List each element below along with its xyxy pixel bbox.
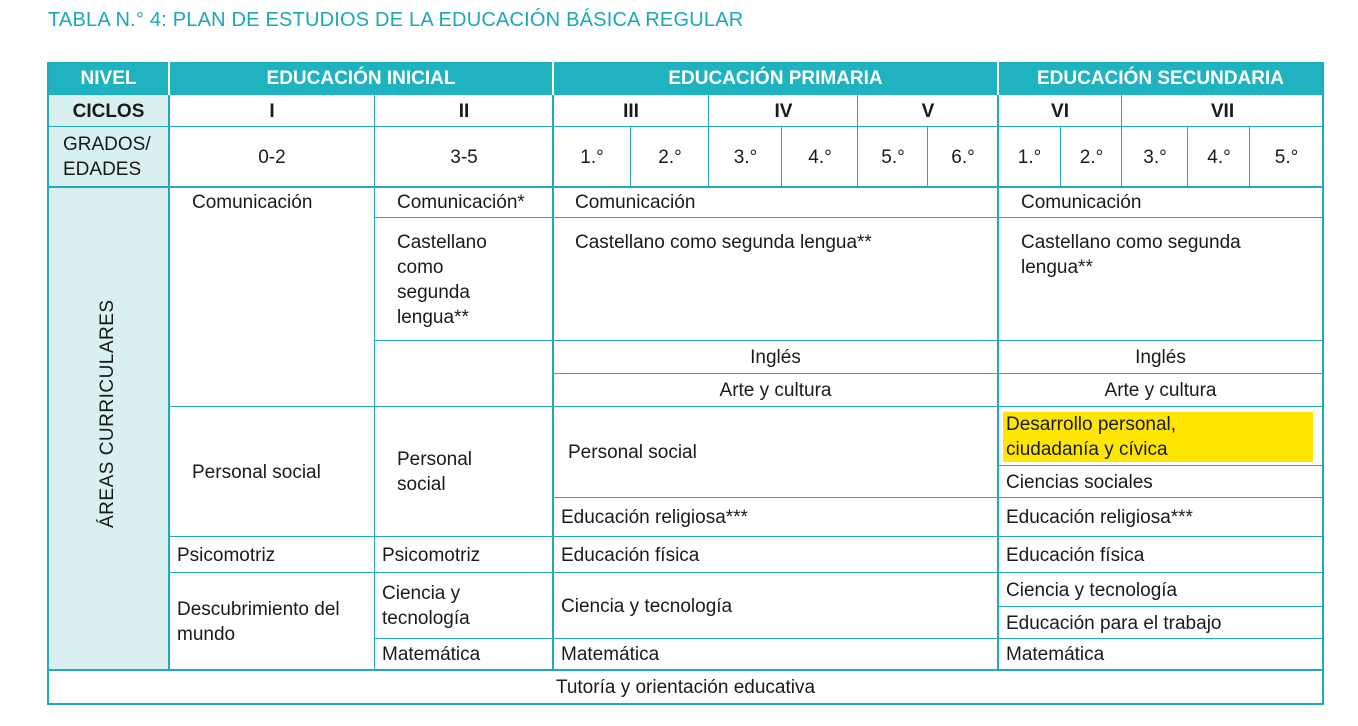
v-grado-p5 <box>927 127 928 187</box>
h-ciencia-bottom <box>375 638 1323 639</box>
grado-prim-5: 5.° <box>881 146 905 168</box>
ciclo-ii: II <box>458 100 470 122</box>
fisica-primaria: Educación física <box>561 544 700 566</box>
ingles-secundaria: Inglés <box>1135 347 1186 368</box>
comunicacion-inicial-ii: Comunicación* <box>397 192 525 213</box>
arte-primaria: Arte y cultura <box>719 380 832 401</box>
ciclo-vii: VII <box>1210 100 1235 122</box>
ingles-primaria: Inglés <box>750 347 801 368</box>
ciencia-inicial-ii: Ciencia y tecnología <box>382 583 470 629</box>
ciclo-iii: III <box>623 100 639 122</box>
h-personal-prim-bottom <box>553 497 1323 498</box>
h-desarrollo-bottom <box>998 465 1323 466</box>
personal-primaria: Personal social <box>568 442 697 463</box>
v-grado-p1 <box>630 127 631 187</box>
ciclo-vi: VI <box>1051 100 1069 122</box>
personal-inicial-i: Personal social <box>192 461 321 483</box>
religiosa-secundaria: Educación religiosa*** <box>1006 507 1193 528</box>
religiosa-primaria: Educación religiosa*** <box>561 507 748 528</box>
h-comunicacion-bottom <box>375 217 1323 218</box>
grado-inicial-3-5: 3-5 <box>450 146 478 168</box>
border-bottom <box>48 703 1324 705</box>
grado-prim-2: 2.° <box>658 146 682 168</box>
desarrollo-secundaria: Desarrollo personal, ciudadanía y cívica <box>1003 412 1313 462</box>
header-inicial: EDUCACIÓN INICIAL <box>169 62 553 95</box>
grado-sec-3: 3.° <box>1143 146 1167 168</box>
personal-inicial-ii: Personal social <box>397 449 472 495</box>
v-grado-s4 <box>1249 127 1250 187</box>
h-religiosa-bottom <box>169 536 1323 537</box>
grado-sec-1: 1.° <box>1017 146 1042 168</box>
h-grados-top <box>48 126 1323 127</box>
comunicacion-secundaria: Comunicación <box>1021 192 1142 213</box>
h-ciencia-sec-bottom <box>998 606 1323 607</box>
ciclo-v: V <box>921 100 935 122</box>
v-header-sep-1 <box>168 62 170 95</box>
matematica-inicial-ii: Matemática <box>382 644 481 665</box>
header-nivel: NIVEL <box>48 62 169 95</box>
grado-sec-4: 4.° <box>1207 146 1231 168</box>
v-grado-s3 <box>1187 127 1188 187</box>
table-title: TABLA N.° 4: PLAN DE ESTUDIOS DE LA EDUCACIÓN BÁSICA REGULAR <box>48 9 744 31</box>
v-body-i-ii <box>374 187 375 670</box>
header-secundaria: EDUCACIÓN SECUNDARIA <box>998 62 1323 95</box>
h-psico-bottom <box>169 572 1323 573</box>
desarrollo-secundaria-cell <box>998 407 1323 466</box>
ciencia-primaria: Ciencia y tecnología <box>561 595 733 617</box>
ciclo-iv: IV <box>774 100 793 122</box>
ciencias-sociales-secundaria: Ciencias sociales <box>1006 471 1153 493</box>
v-ciclo-vi-vii <box>1121 95 1122 187</box>
h-arte-bottom <box>169 406 1323 407</box>
v-header-sep-2 <box>552 62 554 95</box>
v-header-sep-3 <box>997 62 999 95</box>
header-primaria: EDUCACIÓN PRIMARIA <box>553 62 998 95</box>
psicomotriz-inicial-i: Psicomotriz <box>177 544 276 566</box>
grado-inicial-0-2: 0-2 <box>258 146 286 168</box>
matematica-secundaria: Matemática <box>1006 644 1105 665</box>
v-header-3 <box>997 62 999 670</box>
arte-secundaria: Arte y cultura <box>1104 380 1217 401</box>
border-left <box>47 62 49 705</box>
grado-prim-4: 4.° <box>808 146 832 168</box>
h-areas-top <box>48 186 1323 188</box>
castellano-secundaria: Castellano como segunda lengua** <box>1021 232 1241 278</box>
grado-prim-6: 6.° <box>951 146 975 168</box>
areas-curriculares-label: ÁREAS CURRICULARES <box>97 299 118 528</box>
border-top <box>48 62 1324 63</box>
v-header-1 <box>168 62 170 670</box>
grado-prim-3: 3.° <box>733 146 758 168</box>
h-mate-bottom <box>48 669 1323 671</box>
trabajo-secundaria: Educación para el trabajo <box>1006 612 1222 634</box>
v-ciclo-iii-iv <box>708 95 709 187</box>
v-ciclo-i-ii <box>374 95 375 187</box>
matematica-primaria: Matemática <box>561 644 660 665</box>
h-ingles-bottom <box>553 373 1323 374</box>
h-castellano-bottom <box>375 340 1323 341</box>
descubrimiento-inicial-i: Descubrimiento del mundo <box>177 598 340 645</box>
grados-label: GRADOS/ EDADES <box>48 127 169 187</box>
border-right <box>1322 62 1324 705</box>
grado-prim-1: 1.° <box>580 146 604 168</box>
tutoria-row: Tutoría y orientación educativa <box>555 676 816 698</box>
v-ciclo-iv-v <box>857 95 858 187</box>
comunicacion-inicial-i: Comunicación <box>192 192 313 213</box>
castellano-inicial-ii: Castellano como segunda lengua** <box>397 232 487 328</box>
v-header-2 <box>552 62 554 670</box>
ciclo-i: I <box>269 100 275 122</box>
psicomotriz-inicial-ii: Psicomotriz <box>382 544 481 566</box>
grado-sec-5: 5.° <box>1274 146 1299 168</box>
fisica-secundaria: Educación física <box>1006 544 1145 566</box>
comunicacion-primaria: Comunicación <box>575 192 696 213</box>
v-grado-s1 <box>1060 127 1061 187</box>
v-grado-p3 <box>781 127 782 187</box>
ciclos-label: CICLOS <box>48 95 169 127</box>
grado-sec-2: 2.° <box>1079 146 1104 168</box>
castellano-primaria: Castellano como segunda lengua** <box>575 232 872 253</box>
ciencia-secundaria: Ciencia y tecnología <box>1006 579 1178 601</box>
